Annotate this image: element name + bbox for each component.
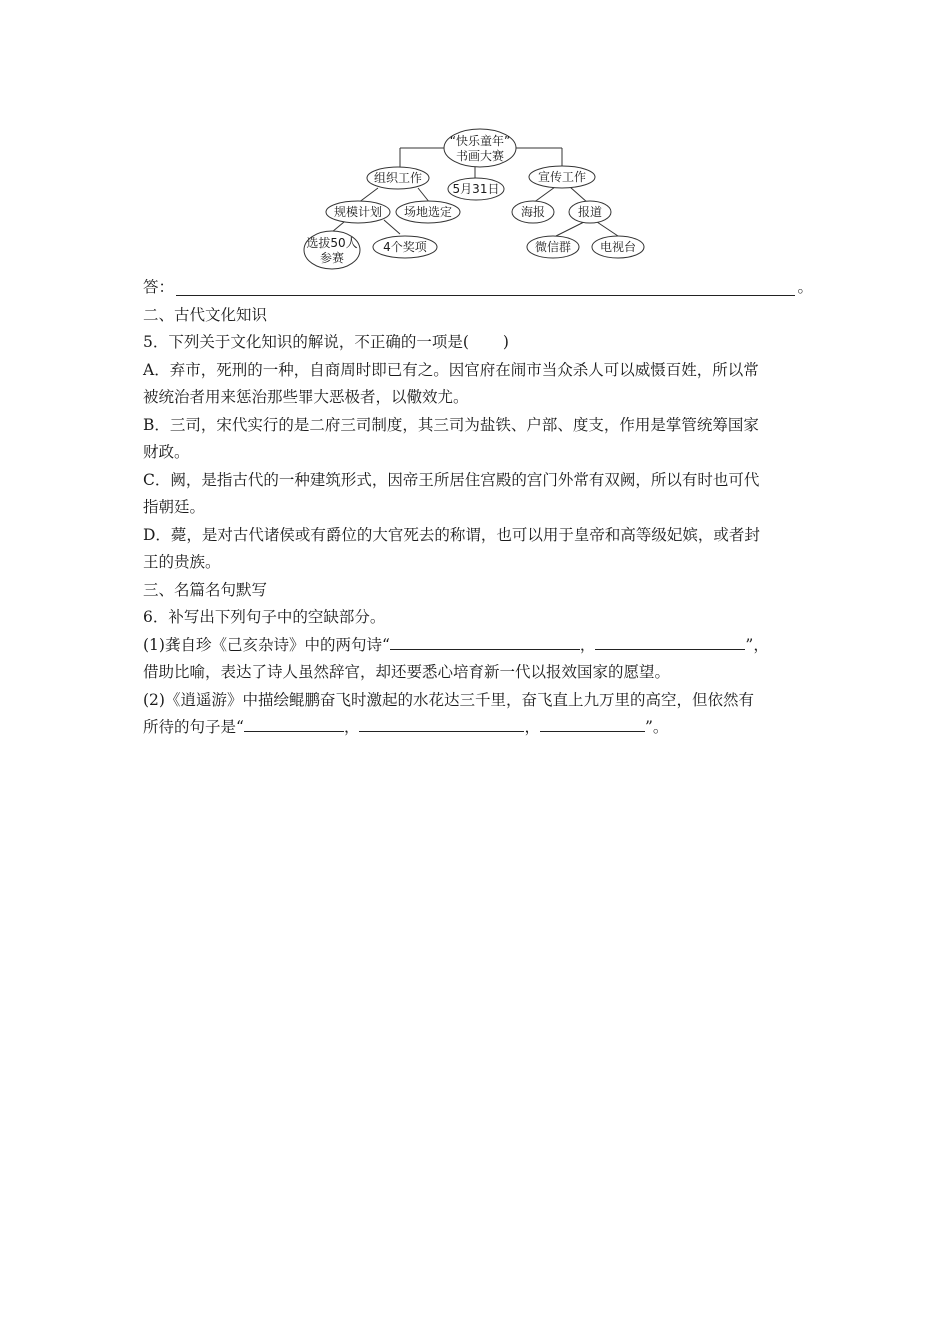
section-3-title: 三、名篇名句默写 (143, 580, 268, 599)
q6-stem: 6．补写出下列句子中的空缺部分。 (143, 608, 386, 626)
q5-stem-close: ) (502, 333, 509, 351)
node-venue-label: 场地选定 (403, 205, 453, 219)
node-date (448, 178, 504, 200)
section-2-title: 二、古代文化知识 (143, 305, 268, 324)
document-body (143, 274, 813, 742)
node-scale-plan-label: 规模计划 (333, 205, 383, 219)
q6-part2-comma-2: ， (524, 718, 540, 736)
node-awards-label: 4个奖项 (383, 240, 427, 254)
q6-part2-blank-1[interactable] (244, 717, 344, 732)
answer-blank[interactable] (176, 279, 795, 296)
q6-part1-line2: 借助比喻，表达了诗人虽然辞官，却还要悉心培育新一代以报效国家的愿望。 (143, 663, 671, 681)
node-tv-label: 电视台 (599, 240, 637, 254)
node-select-line2: 参赛 (319, 251, 345, 265)
q5-option-c-line1: C．阙，是指古代的一种建筑形式，因帝王所居住宫殿的宫门外常有双阙，所以有时也可代 (143, 470, 760, 489)
node-organize (367, 167, 429, 189)
q6-part2-comma-1: ， (343, 718, 360, 736)
node-select-50 (304, 231, 360, 269)
q6-part1-blank-1[interactable] (390, 635, 580, 650)
node-wechat-label: 微信群 (534, 240, 572, 254)
q6-part2-blank-3[interactable] (540, 717, 645, 732)
answer-label: 答： (143, 278, 175, 296)
q6-part2-line2 (143, 714, 813, 742)
activity-tree-diagram (300, 126, 650, 274)
q5-stem (143, 329, 813, 357)
node-root (444, 129, 516, 167)
node-venue (396, 201, 460, 223)
node-report (569, 201, 611, 223)
q6-part2-text: 所待的句子是“ (143, 718, 244, 736)
node-wechat (527, 236, 579, 258)
node-poster-label: 海报 (520, 205, 546, 219)
node-publicity (529, 166, 595, 188)
node-scale-plan (326, 201, 390, 223)
q6-part1-comma: ， (579, 635, 596, 654)
q5-option-a-line1: A．弃市，死刑的一种，自商周时即已有之。因官府在闹市当众杀人可以威慑百姓，所以常 (143, 360, 759, 379)
answer-end: 。 (797, 278, 813, 296)
node-tv (592, 236, 644, 258)
q5-option-d-line1: D．薨，是对古代诸侯或有爵位的大官死去的称谓，也可以用于皇帝和高等级妃嫔，或者封 (143, 525, 760, 544)
q6-part1-close: ”， (745, 635, 769, 654)
node-root-line2: 书画大赛 (455, 149, 505, 163)
q6-part1-line1 (143, 632, 813, 660)
q5-option-c-line2: 指朝廷。 (143, 498, 206, 516)
q5-option-b-line2: 财政。 (143, 443, 190, 461)
node-select-line1: 选拔50人 (306, 236, 358, 250)
q6-part2-close: ”。 (644, 718, 669, 736)
q5-option-d-line2: 王的贵族。 (143, 553, 221, 571)
node-organize-label: 组织工作 (373, 171, 423, 185)
node-poster (512, 201, 554, 223)
node-report-label: 报道 (577, 205, 603, 219)
q6-part1-blank-2[interactable] (595, 635, 745, 650)
q6-part2-blank-2[interactable] (359, 717, 524, 732)
node-date-label: 5月31日 (452, 182, 500, 196)
answer-row (143, 274, 813, 302)
q5-stem-text: 5．下列关于文化知识的解说，不正确的一项是( (143, 333, 469, 351)
node-root-line1: “快乐童年” (449, 134, 511, 148)
q6-part1-text: (1)龚自珍《己亥杂诗》中的两句诗“ (143, 635, 390, 654)
q5-option-b-line1: B．三司，宋代实行的是二府三司制度，其三司为盐铁、户部、度支，作用是掌管统筹国家 (143, 415, 759, 434)
q5-option-a-line2: 被统治者用来惩治那些罪大恶极者，以儆效尤。 (143, 388, 469, 406)
node-awards (373, 236, 437, 258)
q6-part2-line1: (2)《逍遥游》中描绘鲲鹏奋飞时激起的水花达三千里，奋飞直上九万里的高空，但依然有 (143, 690, 754, 709)
node-publicity-label: 宣传工作 (537, 170, 587, 184)
